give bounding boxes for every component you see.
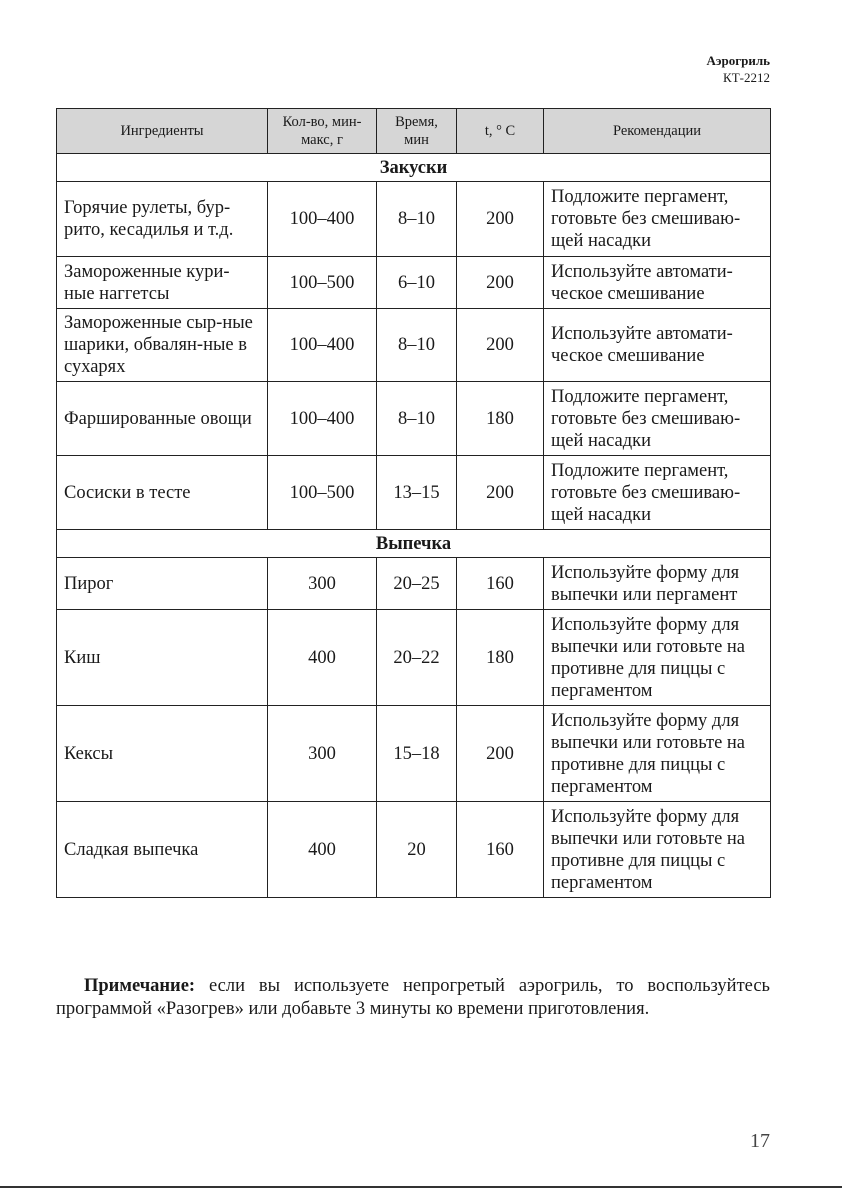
footnote (56, 975, 770, 1021)
time-cell: 20–22 (377, 610, 457, 706)
ingredient-cell: Замороженные сыр-ные шарики, обвалян-ные в сухарях (57, 309, 268, 382)
temperature-cell: 200 (457, 257, 544, 309)
time-cell: 6–10 (377, 257, 457, 309)
amount-cell: 100–400 (268, 309, 377, 382)
column-header-ingredients: Ингредиенты (57, 109, 268, 154)
amount-cell: 100–500 (268, 257, 377, 309)
page-number: 17 (750, 1130, 770, 1152)
table-row (57, 610, 771, 706)
recommendation-cell: Подложите пергамент, готовьте без смешиваю-щей насадки (544, 456, 771, 530)
product-title: Аэрогриль (706, 53, 770, 68)
recommendation-cell: Подложите пергамент, готовьте без смешиваю-щей насадки (544, 182, 771, 257)
column-header-recommendations: Рекомендации (544, 109, 771, 154)
amount-cell: 100–500 (268, 456, 377, 530)
ingredient-cell: Сладкая выпечка (57, 802, 268, 898)
footnote-text: если вы используете непрогретый аэрогриль, то воспользуйтесь программой «Разогрев» или добавьте 3 минуты ко времени приготовления. (56, 975, 770, 1019)
ingredient-cell: Замороженные кури-ные наггетсы (57, 257, 268, 309)
temperature-cell: 200 (457, 456, 544, 530)
ingredient-cell: Киш (57, 610, 268, 706)
table-header-row (57, 109, 771, 154)
time-cell: 8–10 (377, 309, 457, 382)
ingredient-cell: Фаршированные овощи (57, 382, 268, 456)
section-row (57, 530, 771, 558)
ingredient-cell: Кексы (57, 706, 268, 802)
table-row (57, 456, 771, 530)
table-row (57, 706, 771, 802)
table-row (57, 309, 771, 382)
temperature-cell: 180 (457, 382, 544, 456)
table-row (57, 257, 771, 309)
table-row (57, 558, 771, 610)
recommendation-cell: Используйте автомати-ческое смешивание (544, 257, 771, 309)
time-cell: 8–10 (377, 382, 457, 456)
time-cell: 13–15 (377, 456, 457, 530)
temperature-cell: 180 (457, 610, 544, 706)
temperature-cell: 160 (457, 558, 544, 610)
temperature-cell: 200 (457, 309, 544, 382)
recommendation-cell: Используйте форму для выпечки или пергамент (544, 558, 771, 610)
amount-cell: 300 (268, 558, 377, 610)
column-header-time: Время, мин (377, 109, 457, 154)
recommendation-cell: Подложите пергамент, готовьте без смешиваю-щей насадки (544, 382, 771, 456)
section-row (57, 154, 771, 182)
amount-cell: 100–400 (268, 382, 377, 456)
cooking-table (56, 108, 771, 898)
time-cell: 20–25 (377, 558, 457, 610)
recommendation-cell: Используйте форму для выпечки или готовьте на противне для пиццы с пергаментом (544, 706, 771, 802)
column-header-amount: Кол-во, мин-макс, г (268, 109, 377, 154)
temperature-cell: 200 (457, 706, 544, 802)
table-row (57, 182, 771, 257)
table-row (57, 802, 771, 898)
ingredient-cell: Сосиски в тесте (57, 456, 268, 530)
ingredient-cell: Горячие рулеты, бур-рито, кесадилья и т.д. (57, 182, 268, 257)
amount-cell: 100–400 (268, 182, 377, 257)
temperature-cell: 200 (457, 182, 544, 257)
temperature-cell: 160 (457, 802, 544, 898)
recommendation-cell: Используйте автомати-ческое смешивание (544, 309, 771, 382)
recommendation-cell: Используйте форму для выпечки или готовьте на противне для пиццы с пергаментом (544, 610, 771, 706)
time-cell: 20 (377, 802, 457, 898)
column-header-temperature: t, ° C (457, 109, 544, 154)
time-cell: 15–18 (377, 706, 457, 802)
recommendation-cell: Используйте форму для выпечки или готовьте на противне для пиццы с пергаментом (544, 802, 771, 898)
ingredient-cell: Пирог (57, 558, 268, 610)
amount-cell: 400 (268, 610, 377, 706)
section-title-baking: Выпечка (57, 530, 771, 558)
section-title-snacks: Закуски (57, 154, 771, 182)
product-model: КТ-2212 (723, 70, 770, 85)
amount-cell: 300 (268, 706, 377, 802)
amount-cell: 400 (268, 802, 377, 898)
page-header (706, 52, 770, 86)
table-row (57, 382, 771, 456)
bottom-divider (0, 1186, 842, 1188)
time-cell: 8–10 (377, 182, 457, 257)
footnote-label: Примечание: (84, 975, 196, 996)
